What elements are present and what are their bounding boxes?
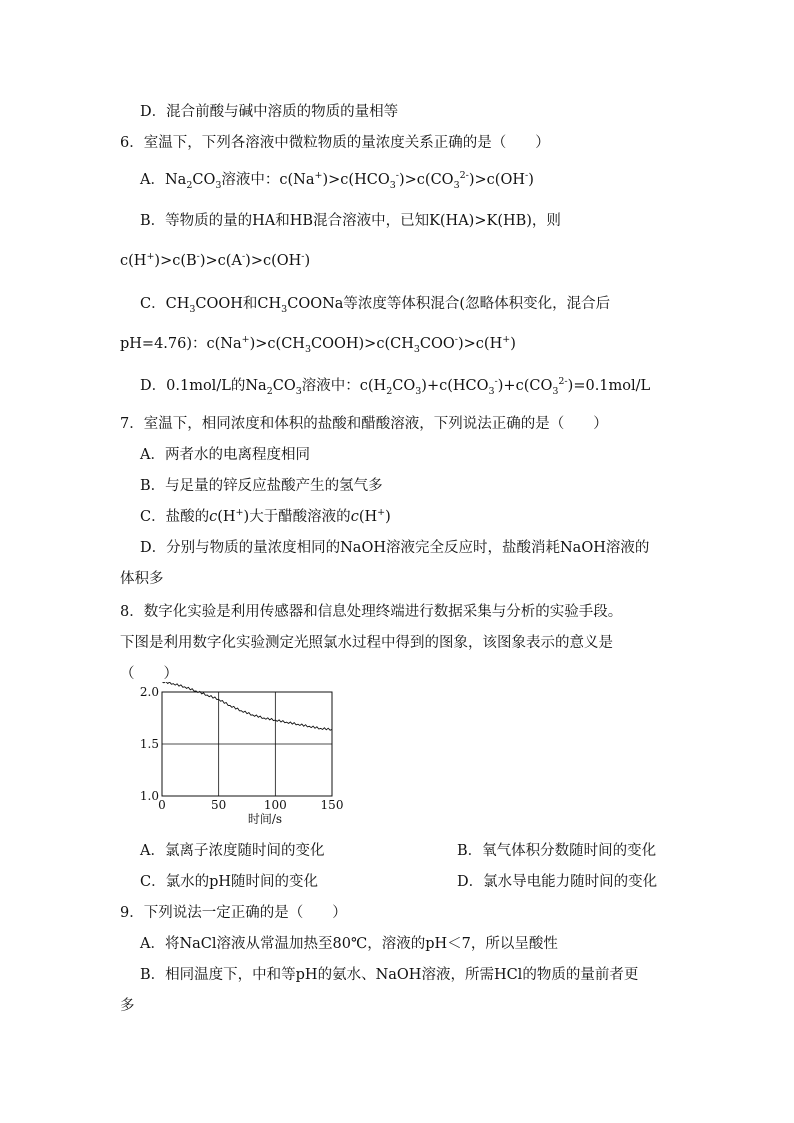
q7-option-c: C．盐酸的c(H+)大于醋酸溶液的c(H+): [140, 507, 391, 525]
q6-option-d: D．0.1mol/L的$Na_2CO_3$溶液中：$c(H_2CO_3)+c(HCO_3^-)+c(CO_3^{2-})=0.1mol/L$: [140, 376, 651, 397]
q9-option-a: A．将NaCl溶液从常温加热至80℃，溶液的pH＜7，所以呈酸性: [140, 936, 558, 952]
q7-stem: 7．室温下，相同浓度和体积的盐酸和醋酸溶液，下列说法正确的是（ ）: [120, 416, 608, 432]
chart-point: [298, 724, 299, 725]
chart-tick-labels: [140, 685, 344, 812]
chart-y-tick-label: 1.5: [139, 737, 159, 751]
chart-point: [275, 720, 276, 721]
q9-option-b-line2: 多: [120, 998, 135, 1014]
chart-point: [173, 683, 174, 684]
chart-series: [162, 682, 333, 730]
q9-stem: 9．下列说法一定正确的是（ ）: [120, 905, 347, 921]
q8-option-c: C．氯水的pH随时间的变化: [140, 874, 319, 890]
q7-option-c-pre: C．盐酸的: [140, 509, 210, 525]
chart-x-tick-label: 50: [211, 798, 227, 812]
q6-option-a-label: A．: [140, 172, 165, 188]
q7-option-b: B．与足量的锌反应盐酸产生的氢气多: [140, 478, 383, 494]
chart-point: [207, 695, 208, 696]
chart-x-axis-label: 时间/s: [247, 812, 283, 826]
q7-option-a: A．两者水的电离程度相同: [140, 447, 310, 463]
chart-series-line: [162, 682, 332, 730]
chart-point: [196, 691, 197, 692]
q6-option-c-ph: pH=4.76)：: [120, 336, 207, 352]
chart-point: [309, 726, 310, 727]
chart-y-tick-label: 2.0: [139, 685, 159, 699]
q8-option-b: B．氧气体积分数随时间的变化: [457, 843, 657, 859]
ph-time-chart: [130, 682, 360, 832]
chart-y-tick-label: 1.0: [139, 789, 159, 803]
q8-option-d: D．氯水导电能力随时间的变化: [457, 874, 658, 890]
chart-point: [264, 718, 265, 719]
chart-point: [230, 705, 231, 706]
chart-x-tick-label: 0: [158, 798, 166, 812]
q6-option-c-line1: C．$CH_3COOH$和$CH_3COONa$等浓度等体积混合(忽略体积变化，混合后: [140, 296, 611, 315]
q6-stem: 6．室温下，下列各溶液中微粒物质的量浓度关系正确的是（ ）: [120, 135, 550, 151]
q6-option-b-line2: c(H+)>c(B-)>c(A-)>c(OH-): [120, 251, 311, 269]
chart-point: [286, 722, 287, 723]
q6-option-a-text: 溶液中：: [221, 172, 280, 188]
q7-option-c-mid: 大于醋酸溶液的: [249, 509, 351, 525]
q6-option-a: A．$Na_2CO_3$溶液中：$c(Na^+)>c(HCO_3^-)>c(CO_3^{2-})>c(OH^-)$: [140, 170, 534, 191]
q6-option-c-text: 等浓度等体积混合(忽略体积变化，混合后: [343, 296, 611, 312]
chart-x-tick-label: 150: [320, 798, 344, 812]
q6-option-d-text: 溶液中：: [301, 378, 360, 394]
chart-point: [252, 714, 253, 715]
chart-point: [241, 710, 242, 711]
q8-stem-line2: 下图是利用数字化实验测定光照氯水过程中得到的图象，该图象表示的意义是: [120, 635, 613, 651]
q8-option-a: A．氯离子浓度随时间的变化: [140, 843, 325, 859]
q6-option-b-line1: B．等物质的量的HA和HB混合溶液中，已知K(HA)>K(HB)，则: [140, 213, 561, 229]
chart-point: [184, 686, 185, 687]
q6-option-c-line2: pH=4.76)：$c(Na^+)>c(CH_3COOH)>c(CH_3COO^-)>c(H^+)$: [120, 334, 516, 355]
q7-option-d-line1: D．分别与物质的量浓度相同的NaOH溶液完全反应时，盐酸消耗NaOH溶液的: [140, 540, 650, 556]
q6-option-d-rhs: =0.1mol/L: [573, 378, 651, 394]
q6-option-d-conc: 0.1mol/L的: [166, 378, 246, 394]
q9-option-b-line1: B．相同温度下，中和等pH的氨水、NaOH溶液，所需HCl的物质的量前者更: [140, 967, 639, 983]
q6-option-c-label: C．: [140, 296, 166, 312]
q7-option-d-line2: 体积多: [120, 571, 164, 587]
chart-point: [218, 699, 219, 700]
chart-x-tick-label: 100: [263, 798, 287, 812]
q8-stem-line1: 8．数字化实验是利用传感器和信息处理终端进行数据采集与分析的实验手段。: [120, 604, 623, 620]
chart-grid: [162, 692, 332, 796]
q6-option-d-label: D．: [140, 378, 167, 394]
q8-stem-line3: （ ）: [120, 666, 178, 682]
chart-point: [320, 728, 321, 729]
q5-option-d: D．混合前酸与碱中溶质的物质的量相等: [140, 104, 399, 120]
